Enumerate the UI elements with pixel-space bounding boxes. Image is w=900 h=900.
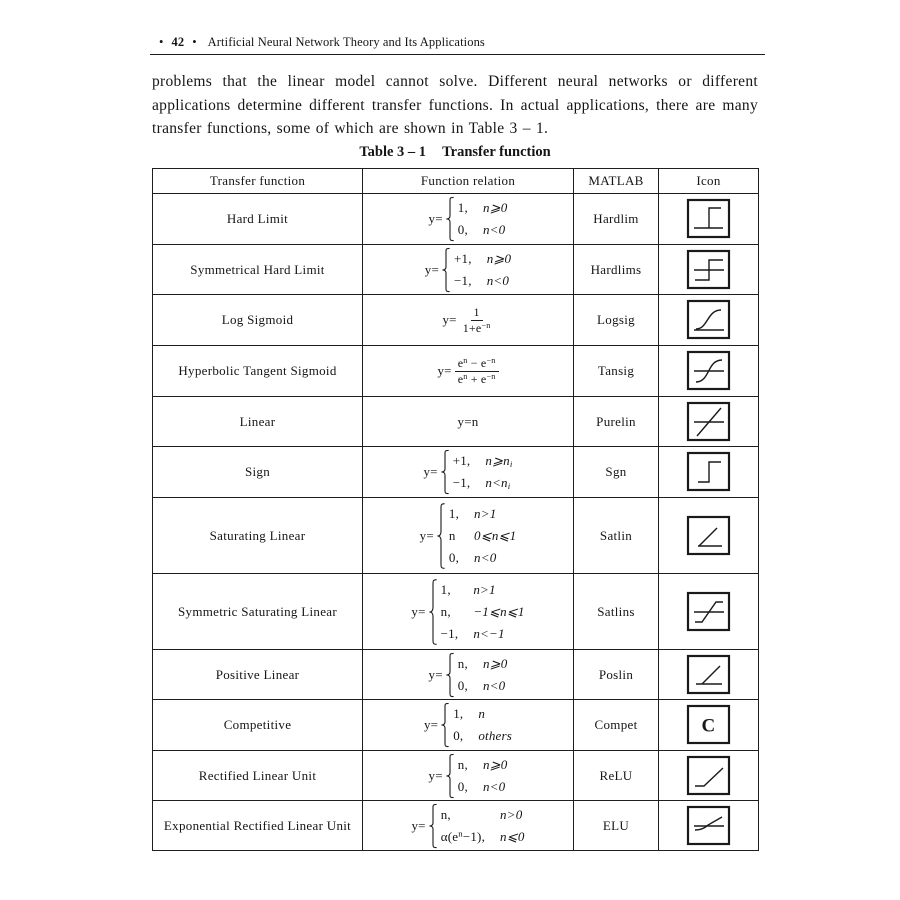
brace-glyph [442, 248, 450, 292]
table-row [153, 498, 759, 574]
case-value-text: +1, [454, 250, 472, 266]
case-condition-text: n⩾0 [482, 756, 508, 772]
brace-path [446, 754, 453, 797]
icon-curve [698, 462, 721, 482]
case-value-text: −1, [452, 475, 471, 490]
case-condition-text: n>1 [474, 505, 497, 521]
function-relation [458, 414, 479, 430]
function-name-cell: Symmetric Saturating Linear [153, 574, 363, 650]
case-value-text: 1, [448, 505, 460, 521]
function-relation-cell [363, 447, 574, 498]
denominator-text-part: 1+e [462, 320, 482, 335]
formula-lhs: y= [423, 464, 438, 479]
case-value [453, 703, 463, 725]
relu-icon [686, 755, 732, 797]
formula-lhs: y= [411, 817, 426, 833]
brace-glyph [446, 754, 454, 798]
case-value [458, 754, 468, 776]
superscript: −n [486, 371, 496, 381]
running-header [159, 34, 485, 50]
case-condition-text: n>1 [473, 581, 496, 597]
formula-lhs: y= [428, 211, 443, 226]
case-condition [485, 472, 512, 494]
case-condition-text: n<0 [482, 222, 506, 237]
case-value-text: n, [457, 655, 468, 671]
piecewise-cases [441, 579, 525, 645]
brace-glyph [446, 197, 454, 241]
icon-curve [699, 528, 717, 546]
paragraph-line: problems that the linear model cannot solve. Different neural networks or different [152, 73, 758, 90]
case-value-text-part: −1), [462, 828, 486, 844]
brace-glyph [429, 804, 437, 848]
header-rule [150, 54, 765, 55]
logsig-icon [686, 299, 732, 341]
icon-cell [659, 397, 759, 447]
brace-path [446, 197, 453, 240]
matlab-name-cell: Hardlims [574, 245, 659, 295]
icon-cell [659, 295, 759, 346]
case-value-text: n, [457, 756, 468, 772]
case-value [441, 804, 485, 826]
function-relation [437, 357, 498, 386]
case-value-text: 0, [457, 677, 468, 693]
icon-curve [702, 666, 720, 684]
case-condition-text-part: n⩾n [485, 453, 510, 468]
piecewise-cases [458, 754, 508, 798]
matlab-name-cell: Compet [574, 700, 659, 751]
icon-cell [659, 245, 759, 295]
case-condition [483, 776, 508, 798]
icon-cell [659, 801, 759, 851]
fraction-numerator [471, 306, 483, 321]
function-name-cell: Log Sigmoid [153, 295, 363, 346]
case-condition [487, 270, 512, 292]
sgn-icon [686, 451, 732, 493]
column-header-matlab: MATLAB [574, 169, 659, 194]
case-condition [473, 601, 524, 623]
table-row [153, 574, 759, 650]
case-value [458, 776, 468, 798]
function-relation [442, 306, 493, 335]
formula-lhs: y= [423, 717, 439, 732]
page-number: 42 [171, 35, 185, 49]
formula-lhs: y= [428, 666, 443, 682]
matlab-name-cell: Logsig [574, 295, 659, 346]
column-header-function-relation: Function relation [363, 169, 574, 194]
case-condition [483, 754, 508, 776]
superscript: n [463, 371, 468, 381]
piecewise-cases [458, 197, 508, 241]
case-condition-text: n<0 [474, 549, 497, 565]
left-brace [429, 804, 437, 848]
case-value-text: 1, [457, 200, 468, 215]
function-name-cell: Competitive [153, 700, 363, 751]
brace-path [429, 804, 436, 847]
case-condition-text: n<−1 [473, 625, 505, 641]
case-value-text: n [448, 527, 456, 543]
left-brace [437, 503, 445, 569]
icon-curve [695, 768, 723, 786]
case-condition [483, 219, 508, 241]
matlab-name-cell: Purelin [574, 397, 659, 447]
left-brace [429, 579, 437, 645]
function-name-cell: Hard Limit [153, 194, 363, 245]
function-name-cell: Linear [153, 397, 363, 447]
case-value [458, 197, 468, 219]
hardlims-icon [686, 249, 732, 291]
function-name-cell: Positive Linear [153, 650, 363, 700]
function-relation [420, 503, 517, 569]
case-condition-text: n⩽0 [500, 828, 525, 844]
icon-frame [688, 757, 729, 794]
brace-path [442, 703, 449, 746]
fraction [455, 357, 499, 386]
denominator-text-part: + e [467, 371, 487, 386]
icon-frame [688, 517, 729, 554]
fraction-denominator [455, 372, 499, 386]
case-value [458, 653, 468, 675]
left-brace [442, 248, 450, 292]
function-relation-cell [363, 650, 574, 700]
table-row [153, 346, 759, 397]
case-value [458, 219, 468, 241]
piecewise-cases [441, 804, 525, 848]
icon-curve [709, 208, 721, 228]
case-value-text-part: α(e [440, 828, 459, 844]
case-condition [473, 579, 524, 601]
case-value-text: 1, [453, 706, 464, 721]
case-value [453, 725, 463, 747]
left-brace [446, 197, 454, 241]
case-condition-text: −1⩽n⩽1 [473, 603, 525, 619]
case-value [454, 248, 472, 270]
case-value [441, 623, 459, 645]
case-condition-text: n<0 [486, 272, 510, 288]
case-condition-text: n<0 [482, 677, 506, 693]
icon-cell [659, 700, 759, 751]
case-value [449, 503, 459, 525]
case-value-text: n, [440, 603, 451, 619]
table-header [153, 169, 759, 194]
table-caption-title: Transfer function [442, 144, 551, 160]
matlab-name-cell: Tansig [574, 346, 659, 397]
fraction-numerator [455, 357, 499, 372]
icon-cell [659, 346, 759, 397]
case-condition [473, 623, 524, 645]
case-condition-text: others [478, 728, 513, 743]
function-relation [429, 653, 508, 697]
icon-cell [659, 650, 759, 700]
function-name-cell: Hyperbolic Tangent Sigmoid [153, 346, 363, 397]
fraction [460, 306, 494, 335]
brace-glyph [441, 450, 449, 494]
case-condition-text-part: n<n [485, 475, 508, 490]
matlab-name-cell: Satlins [574, 574, 659, 650]
icon-frame [688, 656, 729, 693]
numerator-text-part: − e [467, 355, 487, 370]
brace-glyph [429, 579, 437, 645]
brace-path [441, 450, 448, 493]
piecewise-cases [453, 703, 512, 747]
subscript: i [509, 459, 513, 470]
case-value [453, 450, 471, 472]
function-relation [425, 248, 511, 292]
left-brace [446, 754, 454, 798]
piecewise-cases [453, 450, 513, 494]
table-row [153, 650, 759, 700]
case-value [441, 601, 459, 623]
brace-path [437, 503, 444, 568]
case-condition-text: n⩾0 [482, 655, 508, 671]
case-value [441, 579, 459, 601]
left-brace [441, 450, 449, 494]
brace-glyph [437, 503, 445, 569]
function-relation [429, 754, 508, 798]
piecewise-cases [449, 503, 516, 569]
icon-cell [659, 447, 759, 498]
function-name-cell: Saturating Linear [153, 498, 363, 574]
brace-path [442, 248, 449, 291]
brace-glyph [441, 703, 449, 747]
table-body [153, 194, 759, 851]
header-bullet-right: • [192, 35, 197, 49]
formula-lhs: y= [419, 527, 434, 543]
column-header-icon: Icon [659, 169, 759, 194]
case-condition [474, 547, 516, 569]
case-condition-text: n⩾0 [482, 200, 508, 215]
table-row [153, 295, 759, 346]
table-row [153, 447, 759, 498]
case-condition [483, 197, 508, 219]
table-row [153, 194, 759, 245]
function-relation [423, 450, 512, 494]
superscript: n [463, 355, 468, 365]
case-condition [483, 653, 508, 675]
compet-icon [686, 704, 732, 746]
case-condition [487, 248, 512, 270]
case-condition [500, 826, 525, 848]
icon-cell [659, 574, 759, 650]
function-relation [411, 804, 524, 848]
hardlim-icon [686, 198, 732, 240]
superscript: n [458, 828, 463, 839]
case-value-text: 0, [457, 778, 468, 794]
case-condition [500, 804, 525, 826]
case-condition [483, 675, 508, 697]
icon-cell [659, 194, 759, 245]
table-row [153, 397, 759, 447]
table-row [153, 245, 759, 295]
case-value [441, 826, 485, 848]
function-relation-cell [363, 245, 574, 295]
case-value-text: 0, [457, 222, 468, 237]
function-name-cell: Symmetrical Hard Limit [153, 245, 363, 295]
case-condition-text: n>0 [500, 806, 523, 822]
brace-path [446, 653, 453, 696]
case-value-text: 1, [440, 581, 451, 597]
function-relation-cell [363, 397, 574, 447]
function-relation-cell [363, 751, 574, 801]
function-name-cell: Rectified Linear Unit [153, 751, 363, 801]
function-name-cell: Sign [153, 447, 363, 498]
left-brace [446, 653, 454, 697]
table-caption [152, 143, 758, 161]
icon-cell [659, 498, 759, 574]
function-relation [429, 197, 508, 241]
matlab-name-cell: ReLU [574, 751, 659, 801]
function-relation-cell [363, 801, 574, 851]
case-value [453, 472, 471, 494]
brace-path [429, 579, 436, 644]
piecewise-cases [454, 248, 511, 292]
formula-text: y=n [457, 413, 479, 429]
case-condition [485, 450, 512, 472]
matlab-name-cell: Sgn [574, 447, 659, 498]
brace-glyph [446, 653, 454, 697]
left-brace [441, 703, 449, 747]
matlab-name-cell: Poslin [574, 650, 659, 700]
icon-curve [695, 817, 722, 830]
paragraph-line: transfer functions, some of which are shown in Table 3 – 1. [152, 120, 549, 137]
subscript: i [507, 481, 511, 492]
case-value-text: +1, [452, 453, 471, 468]
function-relation-cell [363, 700, 574, 751]
case-condition [478, 703, 512, 725]
formula-lhs: y= [442, 312, 457, 327]
matlab-name-cell: Hardlim [574, 194, 659, 245]
column-header-transfer-function: Transfer function [153, 169, 363, 194]
running-title: Artificial Neural Network Theory and Its Applications [207, 35, 485, 49]
table-caption-label: Table 3 – 1 [359, 144, 427, 160]
table-row [153, 700, 759, 751]
formula-lhs: y= [428, 767, 443, 783]
case-condition-text: n⩾0 [486, 250, 512, 266]
function-relation-cell [363, 498, 574, 574]
case-value-text: n, [440, 806, 451, 822]
table-row [153, 751, 759, 801]
function-relation-cell [363, 346, 574, 397]
case-value [449, 525, 459, 547]
case-value-text: −1, [454, 272, 472, 288]
case-condition-text: 0⩽n⩽1 [474, 527, 517, 543]
function-relation-cell [363, 295, 574, 346]
formula-lhs: y= [411, 603, 426, 619]
function-relation [424, 703, 512, 747]
numerator-text-part: 1 [473, 304, 480, 319]
superscript: −n [481, 320, 491, 330]
elu-icon [686, 805, 732, 847]
case-condition [478, 725, 512, 747]
superscript: −n [486, 355, 496, 365]
function-relation-cell [363, 574, 574, 650]
case-value-text: −1, [440, 625, 459, 641]
case-condition-text: n [478, 706, 486, 721]
poslin-icon [686, 654, 732, 696]
function-relation [411, 579, 524, 645]
satlin-icon [686, 515, 732, 557]
case-condition [474, 525, 516, 547]
formula-lhs: y= [437, 363, 452, 378]
icon-curve [696, 310, 721, 329]
matlab-name-cell: ELU [574, 801, 659, 851]
case-value [454, 270, 472, 292]
function-relation-cell [363, 194, 574, 245]
case-value-text: 0, [453, 728, 464, 743]
purelin-icon [686, 401, 732, 443]
case-condition [474, 503, 516, 525]
header-bullet-left: • [159, 35, 164, 49]
case-value [458, 675, 468, 697]
paragraph-line: applications determine different transfer functions. In actual applications, there are many [152, 96, 758, 114]
icon-cell [659, 751, 759, 801]
table-header-row [153, 169, 759, 194]
transfer-function-table [152, 168, 759, 851]
tansig-icon [686, 350, 732, 392]
body-paragraph [152, 70, 758, 141]
case-value-text: 0, [448, 549, 460, 565]
piecewise-cases [458, 653, 508, 697]
denominator-text-part: e [457, 371, 464, 386]
case-value [449, 547, 459, 569]
fraction-denominator [460, 321, 494, 335]
icon-letter: C [700, 715, 716, 737]
function-name-cell: Exponential Rectified Linear Unit [153, 801, 363, 851]
matlab-name-cell: Satlin [574, 498, 659, 574]
table-row [153, 801, 759, 851]
satlins-icon [686, 591, 732, 633]
formula-lhs: y= [424, 261, 440, 277]
case-condition-text: n<0 [482, 778, 506, 794]
numerator-text-part: e [457, 355, 464, 370]
